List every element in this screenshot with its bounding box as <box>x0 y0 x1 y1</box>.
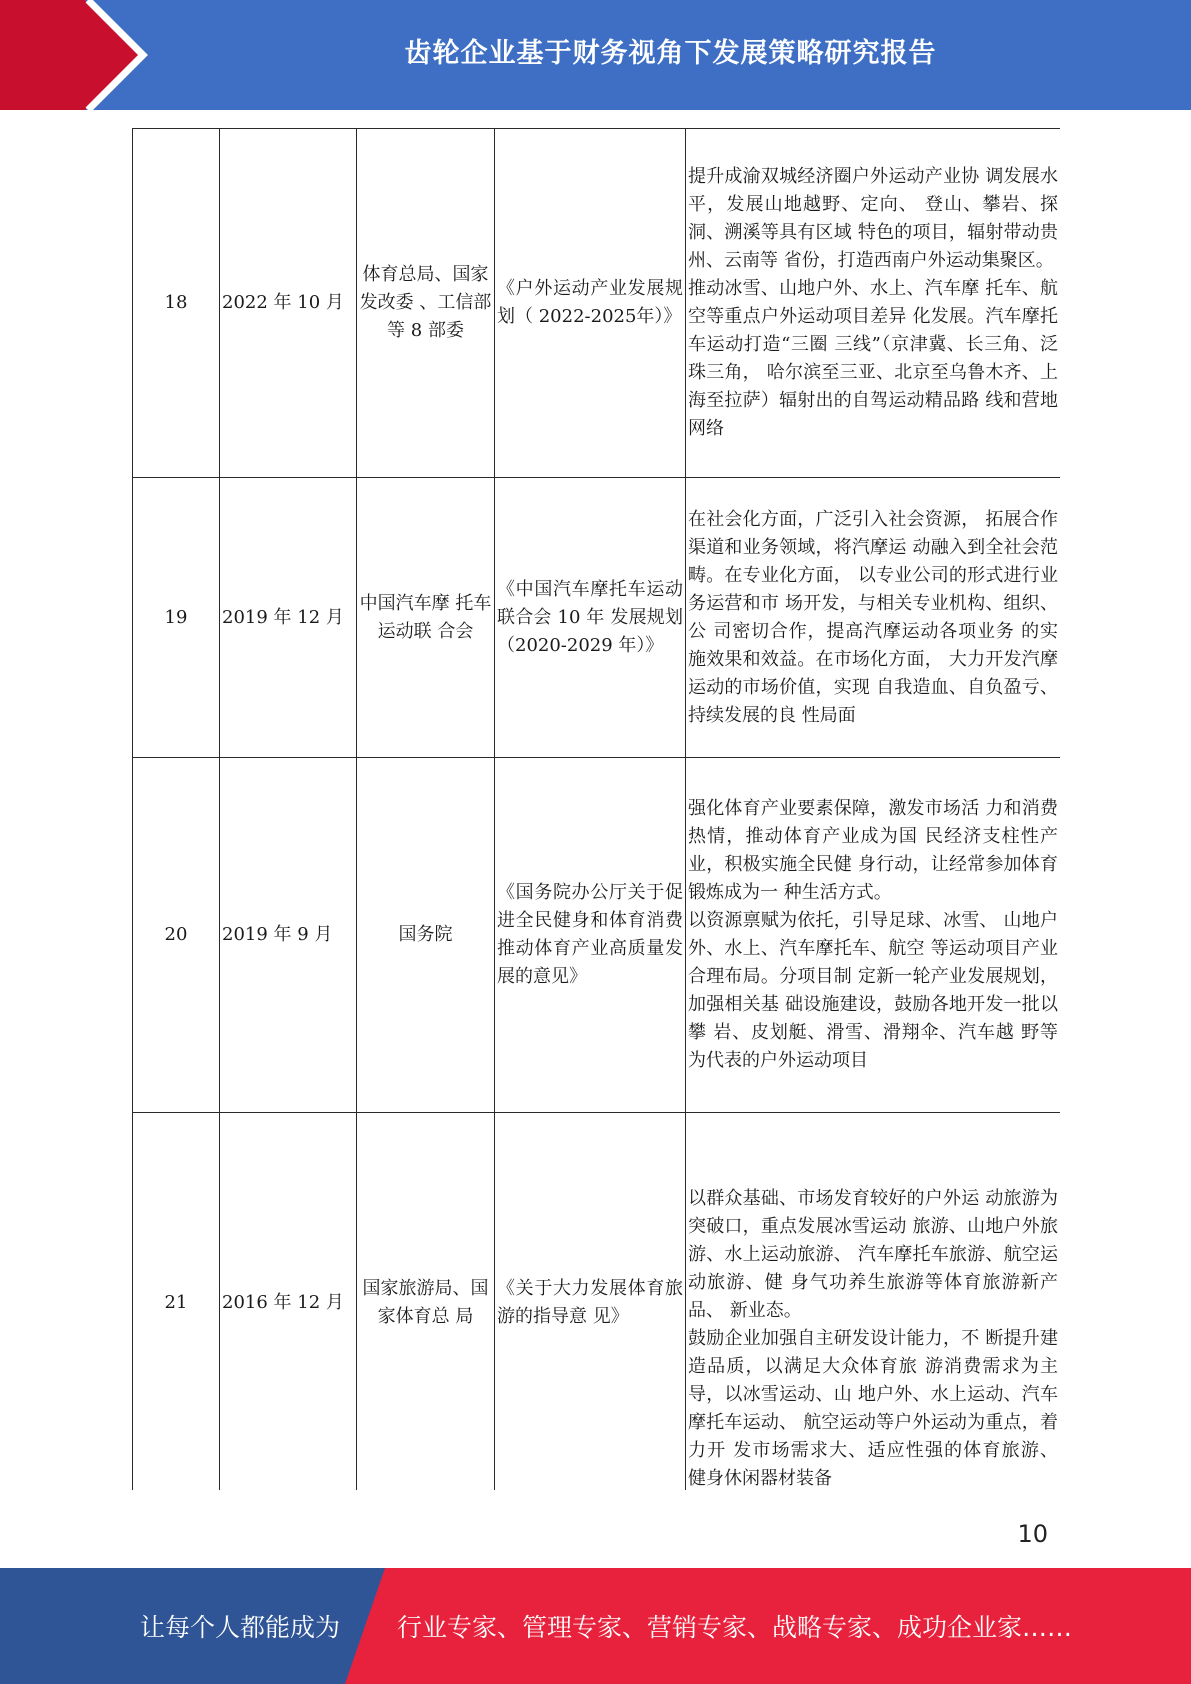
policy-table-wrap <box>132 128 1060 1490</box>
row-date: 2019 年 12 月 <box>220 478 357 758</box>
content-paragraph: 以群众基础、市场发育较好的户外运 动旅游为突破口，重点发展冰雪运动 旅游、山地户外旅游、水上运动旅游、 汽车摩托车旅游、航空运动旅游、健 身气功养生旅游等体育旅游新产品、 新业态。 <box>688 1187 1058 1321</box>
row-content <box>686 758 1061 1113</box>
row-number: 20 <box>133 758 220 1113</box>
row-document: 《关于大力发展体育旅游的指导意 见》 <box>495 1113 686 1491</box>
header-red-arrow-icon <box>0 0 150 110</box>
page-footer <box>0 1568 1191 1684</box>
row-content <box>686 129 1061 478</box>
content-paragraph: 推动冰雪、山地户外、水上、汽车摩 托车、航空等重点户外运动项目差异 化发展。汽车摩托车运动打造“三圈 三线”（京津冀、长三角、泛珠三角， 哈尔滨至三亚、北京至乌鲁木齐、上 海至拉萨）辐射出的自驾运动精品路 线和营地网络 <box>688 278 1058 439</box>
row-number: 18 <box>133 129 220 478</box>
row-organization: 国家旅游局、国家体育总 局 <box>357 1113 495 1491</box>
row-organization: 体育总局、国家发改委 、工信部等 8 部委 <box>357 129 495 478</box>
content-paragraph: 在社会化方面，广泛引入社会资源， 拓展合作渠道和业务领域，将汽摩运 动融入到全社会范畴。在专业化方面， 以专业公司的形式进行业务运营和市 场开发，与相关专业机构、组织、公 司密切合作，提高汽摩运动各项业务 的实施效果和效益。在市场化方面， 大力开发汽摩运动的市场价值，实现 自我造血、自负盈亏、持续发展的良 性局面 <box>688 508 1058 726</box>
footer-slogan-left: 让每个人都能成为 <box>140 1613 341 1642</box>
row-date: 2022 年 10 月 <box>220 129 357 478</box>
table-row <box>133 129 1061 478</box>
table-row <box>133 758 1061 1113</box>
row-document: 《户外运动产业发展规划（ 2022-2025年）》 <box>495 129 686 478</box>
content-paragraph: 以资源禀赋为依托，引导足球、冰雪、 山地户外、水上、汽车摩托车、航空 等运动项目产业合理布局。分项目制 定新一轮产业发展规划，加强相关基 础设施建设，鼓励各地开发一批以攀 岩、皮划艇、滑雪、滑翔伞、汽车越 野等为代表的户外运动项目 <box>688 910 1058 1071</box>
row-date: 2016 年 12 月 <box>220 1113 357 1491</box>
table-row <box>133 1113 1061 1491</box>
report-title: 齿轮企业基于财务视角下发展策略研究报告 <box>404 37 937 69</box>
policy-table <box>132 128 1060 1490</box>
row-number: 19 <box>133 478 220 758</box>
page-number: 10 <box>1017 1520 1048 1548</box>
row-number: 21 <box>133 1113 220 1491</box>
content-paragraph: 提升成渝双城经济圈户外运动产业协 调发展水平，发展山地越野、定向、 登山、攀岩、探洞、溯溪等具有区域 特色的项目，辐射带动贵州、云南等 省份，打造西南户外运动集聚区。 <box>688 166 1058 271</box>
row-organization: 国务院 <box>357 758 495 1113</box>
row-document: 《国务院办公厅关于促进全民健身和体育消费推动体育产业高质量发展的意见》 <box>495 758 686 1113</box>
table-row <box>133 478 1061 758</box>
row-organization: 中国汽车摩 托车运动联 合会 <box>357 478 495 758</box>
content-paragraph: 强化体育产业要素保障，激发市场活 力和消费热情，推动体育产业成为国 民经济支柱性产业，积极实施全民健 身行动，让经常参加体育锻炼成为一 种生活方式。 <box>688 798 1058 903</box>
page-header <box>0 0 1191 110</box>
footer-slogan-right: 行业专家、管理专家、营销专家、战略专家、成功企业家…… <box>397 1613 1073 1642</box>
row-content <box>686 478 1061 758</box>
row-date: 2019 年 9 月 <box>220 758 357 1113</box>
row-document: 《中国汽车摩托车运动联合会 10 年 发展规划（2020-2029 年）》 <box>495 478 686 758</box>
row-content <box>686 1113 1061 1491</box>
content-paragraph: 鼓励企业加强自主研发设计能力，不 断提升建造品质，以满足大众体育旅 游消费需求为主导，以冰雪运动、山 地户外、水上运动、汽车摩托车运动、 航空运动等户外运动为重点，着力开 发市场需求大、适应性强的体育旅游、 健身休闲器材装备 <box>688 1327 1058 1489</box>
